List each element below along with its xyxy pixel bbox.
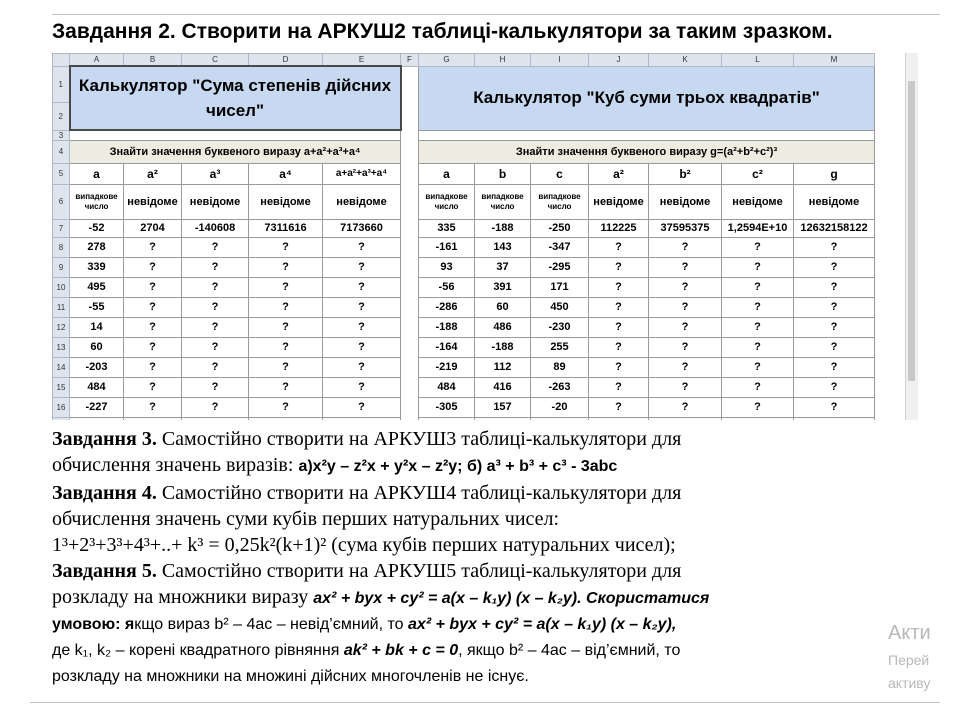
value-cell[interactable]: -55 — [70, 297, 124, 317]
value-cell[interactable]: -56 — [419, 277, 475, 297]
unknown-cell[interactable]: ? — [124, 297, 182, 317]
header-cell[interactable]: a⁴ — [249, 163, 323, 184]
unknown-cell[interactable]: ? — [589, 337, 649, 357]
task4-line3: 1³+2³+3³+4³+..+ k³ = 0,25k²(k+1)² (сума кубів перших натуральних чисел); — [52, 534, 676, 556]
unknown-cell[interactable]: ? — [722, 357, 794, 377]
sheet-cell[interactable] — [401, 257, 419, 277]
unknown-cell[interactable]: ? — [124, 357, 182, 377]
unknown-cell[interactable]: ? — [182, 277, 249, 297]
bottom-divider — [30, 702, 940, 703]
unknown-cell[interactable]: ? — [794, 277, 875, 297]
unknown-cell[interactable] — [722, 417, 794, 420]
task5-line3 — [52, 612, 852, 638]
unknown-cell[interactable]: ? — [794, 297, 875, 317]
column-header[interactable]: B — [124, 54, 182, 67]
column-header[interactable]: F — [401, 54, 419, 67]
row-number[interactable]: 15 — [53, 377, 70, 397]
task4-text: Самостійно створити на АРКУШ4 таблиці-калькулятори для — [156, 482, 682, 504]
value-cell[interactable]: 171 — [531, 277, 589, 297]
label-cell[interactable]: невідоме — [182, 184, 249, 219]
unknown-cell[interactable]: ? — [722, 397, 794, 417]
unknown-cell[interactable]: ? — [589, 377, 649, 397]
sheet-cell[interactable] — [401, 397, 419, 417]
unknown-cell[interactable]: ? — [589, 237, 649, 257]
sheet-cell[interactable] — [419, 130, 875, 140]
label-cell[interactable]: невідоме — [124, 184, 182, 219]
unknown-cell[interactable]: ? — [794, 257, 875, 277]
value-cell[interactable]: 37 — [475, 257, 531, 277]
unknown-cell[interactable]: ? — [182, 397, 249, 417]
unknown-cell[interactable]: ? — [649, 237, 722, 257]
row-number[interactable]: 14 — [53, 357, 70, 377]
task5-formula: ak² + bk + c = 0 — [343, 642, 459, 659]
row-number[interactable]: 3 — [53, 130, 70, 140]
unknown-cell[interactable]: ? — [649, 257, 722, 277]
value-cell[interactable]: 486 — [475, 317, 531, 337]
value-cell[interactable]: 450 — [531, 297, 589, 317]
value-cell[interactable]: 484 — [70, 377, 124, 397]
task5-line4 — [52, 638, 852, 664]
value-cell[interactable]: 278 — [70, 237, 124, 257]
header-cell[interactable]: a+a²+a³+a⁴ — [323, 163, 401, 184]
value-cell[interactable]: 7173660 — [323, 219, 401, 237]
value-cell[interactable]: -227 — [70, 397, 124, 417]
row-number[interactable]: 5 — [53, 163, 70, 184]
spreadsheet-grid — [52, 53, 875, 420]
unknown-cell[interactable]: ? — [182, 337, 249, 357]
task5-formula: ax² + byx + cy² = a(x – k₁y) (x – k₂y), — [407, 616, 677, 633]
sheet-row — [53, 184, 875, 219]
sheet-row — [53, 237, 875, 257]
column-header[interactable]: A — [70, 54, 124, 67]
task3-text: обчислення значень виразів: — [52, 454, 299, 476]
tasks-text — [52, 426, 852, 690]
unknown-cell[interactable]: ? — [249, 257, 323, 277]
sheet-row — [53, 357, 875, 377]
column-header[interactable]: D — [249, 54, 323, 67]
unknown-cell[interactable]: ? — [794, 357, 875, 377]
column-header[interactable]: H — [475, 54, 531, 67]
value-cell[interactable]: 93 — [419, 257, 475, 277]
unknown-cell[interactable]: ? — [249, 357, 323, 377]
row-number[interactable]: 4 — [53, 140, 70, 163]
value-cell[interactable] — [475, 417, 531, 420]
sheet-row — [53, 277, 875, 297]
value-cell[interactable]: 12632158122 — [794, 219, 875, 237]
unknown-cell[interactable]: ? — [323, 317, 401, 337]
label-cell[interactable]: невідоме — [794, 184, 875, 219]
row-number[interactable]: 1 — [53, 66, 70, 102]
data-rows — [53, 237, 875, 420]
label-cell[interactable]: випадкове число — [475, 184, 531, 219]
unknown-cell[interactable]: ? — [124, 337, 182, 357]
unknown-cell[interactable]: ? — [649, 377, 722, 397]
value-cell[interactable]: -230 — [531, 317, 589, 337]
unknown-cell[interactable]: ? — [124, 277, 182, 297]
value-cell[interactable]: 255 — [531, 337, 589, 357]
column-header[interactable]: C — [182, 54, 249, 67]
unknown-cell[interactable]: ? — [182, 257, 249, 277]
task5-text: розкладу на множники виразу — [52, 586, 314, 608]
unknown-cell[interactable]: ? — [124, 377, 182, 397]
sheet-cell[interactable] — [401, 317, 419, 337]
value-cell[interactable]: 60 — [70, 337, 124, 357]
unknown-cell[interactable]: ? — [323, 257, 401, 277]
value-cell[interactable]: 335 — [419, 219, 475, 237]
label-cell[interactable]: невідоме — [649, 184, 722, 219]
value-cell[interactable]: 484 — [419, 377, 475, 397]
task5-formula: ax² + byx + cy² = a(x – k₁y) (x – k₂y). Скористатися — [313, 590, 710, 607]
unknown-cell[interactable]: ? — [722, 237, 794, 257]
row-number[interactable]: 16 — [53, 397, 70, 417]
sheet-cell[interactable] — [70, 130, 401, 140]
value-cell[interactable]: -188 — [419, 317, 475, 337]
task5-text: , якщо b² – 4ac – від’ємний, то — [458, 642, 681, 659]
value-cell[interactable]: -295 — [531, 257, 589, 277]
page-watermark: Акти — [888, 622, 931, 644]
value-cell[interactable]: -161 — [419, 237, 475, 257]
value-cell[interactable]: 112225 — [589, 219, 649, 237]
label-cell[interactable]: випадкове число — [70, 184, 124, 219]
row-number[interactable]: 10 — [53, 277, 70, 297]
unknown-cell[interactable]: ? — [323, 377, 401, 397]
value-cell[interactable] — [531, 417, 589, 420]
sheet-cell[interactable] — [401, 219, 419, 237]
label-cell[interactable]: невідоме — [722, 184, 794, 219]
value-cell[interactable]: 112 — [475, 357, 531, 377]
column-header[interactable]: M — [794, 54, 875, 67]
task5-label: Завдання 5. — [52, 560, 157, 582]
unknown-cell[interactable] — [589, 417, 649, 420]
unknown-cell[interactable]: ? — [323, 357, 401, 377]
column-header[interactable]: L — [722, 54, 794, 67]
sheet-row — [53, 397, 875, 417]
sheet-cell[interactable] — [401, 237, 419, 257]
label-cell[interactable]: невідоме — [249, 184, 323, 219]
row-number[interactable]: 9 — [53, 257, 70, 277]
unknown-cell[interactable]: ? — [722, 317, 794, 337]
row-number[interactable]: 6 — [53, 184, 70, 219]
sheet-row — [53, 66, 875, 102]
sheet-cell[interactable] — [401, 130, 419, 140]
value-cell[interactable]: -305 — [419, 397, 475, 417]
value-cell[interactable]: 391 — [475, 277, 531, 297]
value-cell[interactable]: -20 — [531, 397, 589, 417]
task5-line1 — [52, 558, 852, 584]
page-watermark: активу — [888, 675, 931, 691]
header-cell[interactable]: b — [475, 163, 531, 184]
value-cell[interactable]: -286 — [419, 297, 475, 317]
value-cell[interactable] — [419, 417, 475, 420]
label-cell[interactable]: випадкове число — [419, 184, 475, 219]
unknown-cell[interactable]: ? — [649, 317, 722, 337]
unknown-cell[interactable]: ? — [323, 397, 401, 417]
value-cell[interactable]: 143 — [475, 237, 531, 257]
unknown-cell[interactable]: ? — [249, 237, 323, 257]
row-number[interactable] — [53, 417, 70, 420]
unknown-cell[interactable]: ? — [794, 337, 875, 357]
unknown-cell[interactable]: ? — [722, 257, 794, 277]
header-cell[interactable]: c — [531, 163, 589, 184]
unknown-cell[interactable]: ? — [722, 297, 794, 317]
page-watermark: Перей — [888, 652, 930, 668]
unknown-cell[interactable]: ? — [589, 277, 649, 297]
value-cell[interactable]: 339 — [70, 257, 124, 277]
sheet-row — [53, 257, 875, 277]
right-calc-title[interactable]: Калькулятор "Куб суми трьох квадратів" — [419, 66, 875, 130]
unknown-cell[interactable]: ? — [649, 397, 722, 417]
header-cell[interactable]: c² — [722, 163, 794, 184]
row-number[interactable]: 7 — [53, 219, 70, 237]
sheet-row — [53, 297, 875, 317]
unknown-cell[interactable]: ? — [182, 297, 249, 317]
column-header[interactable]: G — [419, 54, 475, 67]
page-title: Завдання 2. Створити на АРКУШ2 таблиці-калькулятори за таким зразком. — [52, 20, 833, 43]
unknown-cell[interactable]: ? — [722, 377, 794, 397]
value-cell[interactable]: -164 — [419, 337, 475, 357]
task5-text: кщо вираз b² – 4ac – невід’ємний, то — [134, 616, 408, 633]
value-cell[interactable]: 89 — [531, 357, 589, 377]
row-number[interactable]: 11 — [53, 297, 70, 317]
unknown-cell[interactable]: ? — [794, 377, 875, 397]
row-number[interactable]: 13 — [53, 337, 70, 357]
task5-line5: розкладу на множники на множині дійсних многочленів не існує. — [52, 668, 529, 685]
value-cell[interactable]: -250 — [531, 219, 589, 237]
right-calc-subtitle[interactable]: Знайти значення буквеного виразу g=(a²+b²+c²)³ — [419, 140, 875, 163]
unknown-cell[interactable]: ? — [722, 277, 794, 297]
task3-line2 — [52, 452, 852, 480]
unknown-cell[interactable]: ? — [182, 377, 249, 397]
row-number[interactable]: 2 — [53, 102, 70, 130]
unknown-cell[interactable]: ? — [124, 257, 182, 277]
header-cell[interactable]: a² — [124, 163, 182, 184]
row-number[interactable]: 8 — [53, 237, 70, 257]
task5-line2 — [52, 584, 852, 612]
unknown-cell[interactable]: ? — [249, 277, 323, 297]
task4-line1 — [52, 480, 852, 506]
unknown-cell[interactable]: ? — [124, 237, 182, 257]
unknown-cell[interactable]: ? — [249, 317, 323, 337]
label-cell[interactable]: невідоме — [589, 184, 649, 219]
value-cell[interactable]: -188 — [475, 219, 531, 237]
task4-label: Завдання 4. — [52, 482, 157, 504]
column-header[interactable]: J — [589, 54, 649, 67]
task4-line2: обчислення значень суми кубів перших натуральних чисел: — [52, 508, 560, 530]
unknown-cell[interactable]: ? — [589, 297, 649, 317]
unknown-cell[interactable] — [323, 417, 401, 420]
value-cell[interactable]: 2704 — [124, 219, 182, 237]
sheet-row — [53, 219, 875, 237]
value-cell[interactable]: 1,2594E+10 — [722, 219, 794, 237]
unknown-cell[interactable]: ? — [182, 237, 249, 257]
sheet-cell[interactable] — [401, 337, 419, 357]
unknown-cell[interactable]: ? — [249, 397, 323, 417]
value-cell[interactable]: -347 — [531, 237, 589, 257]
unknown-cell[interactable]: ? — [794, 317, 875, 337]
sheet-row — [53, 377, 875, 397]
unknown-cell[interactable]: ? — [182, 317, 249, 337]
unknown-cell[interactable]: ? — [589, 357, 649, 377]
sheet-row — [53, 163, 875, 184]
unknown-cell[interactable] — [794, 417, 875, 420]
task5-text: умовою: я — [52, 616, 135, 633]
header-cell[interactable]: a — [70, 163, 124, 184]
unknown-cell[interactable]: ? — [323, 237, 401, 257]
unknown-cell[interactable]: ? — [323, 337, 401, 357]
value-cell[interactable]: -140608 — [182, 219, 249, 237]
sheet-row — [53, 140, 875, 163]
unknown-cell[interactable] — [182, 417, 249, 420]
value-cell[interactable] — [70, 417, 124, 420]
value-cell[interactable]: -188 — [475, 337, 531, 357]
unknown-cell[interactable]: ? — [249, 297, 323, 317]
spreadsheet[interactable] — [52, 53, 918, 420]
value-cell[interactable]: 416 — [475, 377, 531, 397]
sheet-row — [53, 317, 875, 337]
task5-text: де k₁, k₂ – корені квадратного рівняння — [52, 642, 344, 659]
sheet-cell[interactable] — [401, 66, 419, 130]
column-header[interactable]: I — [531, 54, 589, 67]
scrollbar-thumb[interactable] — [908, 81, 915, 381]
unknown-cell[interactable]: ? — [249, 377, 323, 397]
vertical-scrollbar[interactable] — [905, 53, 918, 420]
sheet-row — [53, 417, 875, 420]
row-number[interactable]: 12 — [53, 317, 70, 337]
sheet-row — [53, 130, 875, 140]
unknown-cell[interactable]: ? — [649, 277, 722, 297]
unknown-cell[interactable]: ? — [124, 317, 182, 337]
value-cell[interactable]: 37595375 — [649, 219, 722, 237]
sheet-cell[interactable] — [401, 140, 419, 163]
value-cell[interactable]: 157 — [475, 397, 531, 417]
unknown-cell[interactable]: ? — [794, 237, 875, 257]
unknown-cell[interactable] — [249, 417, 323, 420]
unknown-cell[interactable]: ? — [589, 397, 649, 417]
unknown-cell[interactable]: ? — [249, 337, 323, 357]
unknown-cell[interactable]: ? — [589, 317, 649, 337]
value-cell[interactable]: -219 — [419, 357, 475, 377]
value-cell[interactable]: 60 — [475, 297, 531, 317]
label-cell[interactable]: випадкове число — [531, 184, 589, 219]
unknown-cell[interactable]: ? — [794, 397, 875, 417]
column-header-row — [53, 54, 875, 67]
value-cell[interactable]: 14 — [70, 317, 124, 337]
task3-label: Завдання 3. — [52, 428, 157, 450]
value-cell[interactable]: -263 — [531, 377, 589, 397]
value-cell[interactable]: -203 — [70, 357, 124, 377]
value-cell[interactable]: 7311616 — [249, 219, 323, 237]
task5-text: Самостійно створити на АРКУШ5 таблиці-калькулятори для — [156, 560, 682, 582]
header-cell[interactable]: b² — [649, 163, 722, 184]
task3-formula: а)x²y – z²x + y²x – z²y; б) a³ + b³ + c³ - 3abc — [298, 458, 618, 475]
unknown-cell[interactable] — [649, 417, 722, 420]
unknown-cell[interactable]: ? — [649, 297, 722, 317]
unknown-cell[interactable] — [124, 417, 182, 420]
unknown-cell[interactable]: ? — [182, 357, 249, 377]
sheet-cell[interactable] — [401, 357, 419, 377]
sheet-cell[interactable] — [401, 163, 419, 184]
unknown-cell[interactable]: ? — [124, 397, 182, 417]
value-cell[interactable]: -52 — [70, 219, 124, 237]
unknown-cell[interactable]: ? — [722, 337, 794, 357]
unknown-cell[interactable]: ? — [589, 257, 649, 277]
corner-cell[interactable] — [53, 54, 70, 67]
header-cell[interactable]: g — [794, 163, 875, 184]
value-cell[interactable]: 495 — [70, 277, 124, 297]
unknown-cell[interactable]: ? — [323, 277, 401, 297]
unknown-cell[interactable]: ? — [649, 357, 722, 377]
header-cell[interactable]: a³ — [182, 163, 249, 184]
task3-text: Самостійно створити на АРКУШ3 таблиці-калькулятори для — [156, 428, 682, 450]
sheet-cell[interactable] — [401, 277, 419, 297]
sheet-cell[interactable] — [401, 377, 419, 397]
header-cell[interactable]: a — [419, 163, 475, 184]
unknown-cell[interactable]: ? — [323, 297, 401, 317]
header-cell[interactable]: a² — [589, 163, 649, 184]
task3-line1 — [52, 426, 852, 452]
sheet-cell[interactable] — [401, 297, 419, 317]
sheet-cell[interactable] — [401, 184, 419, 219]
unknown-cell[interactable]: ? — [649, 337, 722, 357]
left-calc-title[interactable]: Калькулятор "Сума степенів дійсних чисел" — [70, 66, 401, 130]
sheet-row — [53, 337, 875, 357]
column-header[interactable]: E — [323, 54, 401, 67]
left-calc-subtitle[interactable]: Знайти значення буквеного виразу a+a²+a³+a⁴ — [70, 140, 401, 163]
column-header[interactable]: K — [649, 54, 722, 67]
label-cell[interactable]: невідоме — [323, 184, 401, 219]
top-divider — [52, 14, 940, 15]
sheet-cell[interactable] — [401, 417, 419, 420]
